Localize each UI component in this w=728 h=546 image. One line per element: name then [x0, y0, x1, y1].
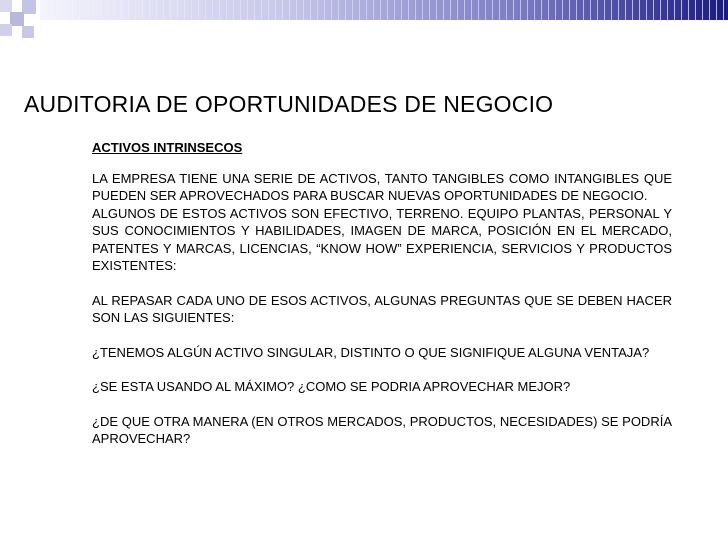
paragraph-5: ¿SE ESTA USANDO AL MÁXIMO? ¿COMO SE PODRIA APROVECHAR MEJOR? — [92, 379, 571, 394]
page-title: AUDITORIA DE OPORTUNIDADES DE NEGOCIO — [24, 91, 554, 117]
paragraph-6: ¿DE QUE OTRA MANERA (EN OTROS MERCADOS, PRODUCTOS, NECESIDADES) SE PODRÍA APROVECHAR? — [92, 413, 672, 446]
paragraph-3: AL REPASAR CADA UNO DE ESOS ACTIVOS, ALGUNAS PREGUNTAS QUE SE DEBEN HACER SON LAS SIGUIENTES: — [92, 292, 672, 325]
paragraph-1: LA EMPRESA TIENE UNA SERIE DE ACTIVOS, TANTO TANGIBLES COMO INTANGIBLES QUE PUEDEN SER APROVECHADOS PARA BUSCAR NUEVAS OPORTUNIDADES DE NEGOCIO. — [92, 170, 672, 203]
section-subtitle: ACTIVOS INTRINSECOS — [92, 140, 243, 155]
paragraph-2: ALGUNOS DE ESTOS ACTIVOS SON EFECTIVO, TERRENO. EQUIPO PLANTAS, PERSONAL Y SUS CONOCIMIENTOS Y HABILIDADES, IMAGEN DE MARCA, POSICIÓN EN EL MERCADO, PATENTES Y MARCAS, LICENCIAS, “KNOW HOW” EXPERIENCIA, SERVICIOS Y PRODUCTOS EXISTENTES: — [92, 205, 672, 273]
paragraph-4: ¿TENEMOS ALGÚN ACTIVO SINGULAR, DISTINTO O QUE SIGNIFIQUE ALGUNA VENTAJA? — [92, 344, 650, 360]
slide-body — [92, 139, 672, 448]
decorative-banner — [0, 0, 728, 42]
